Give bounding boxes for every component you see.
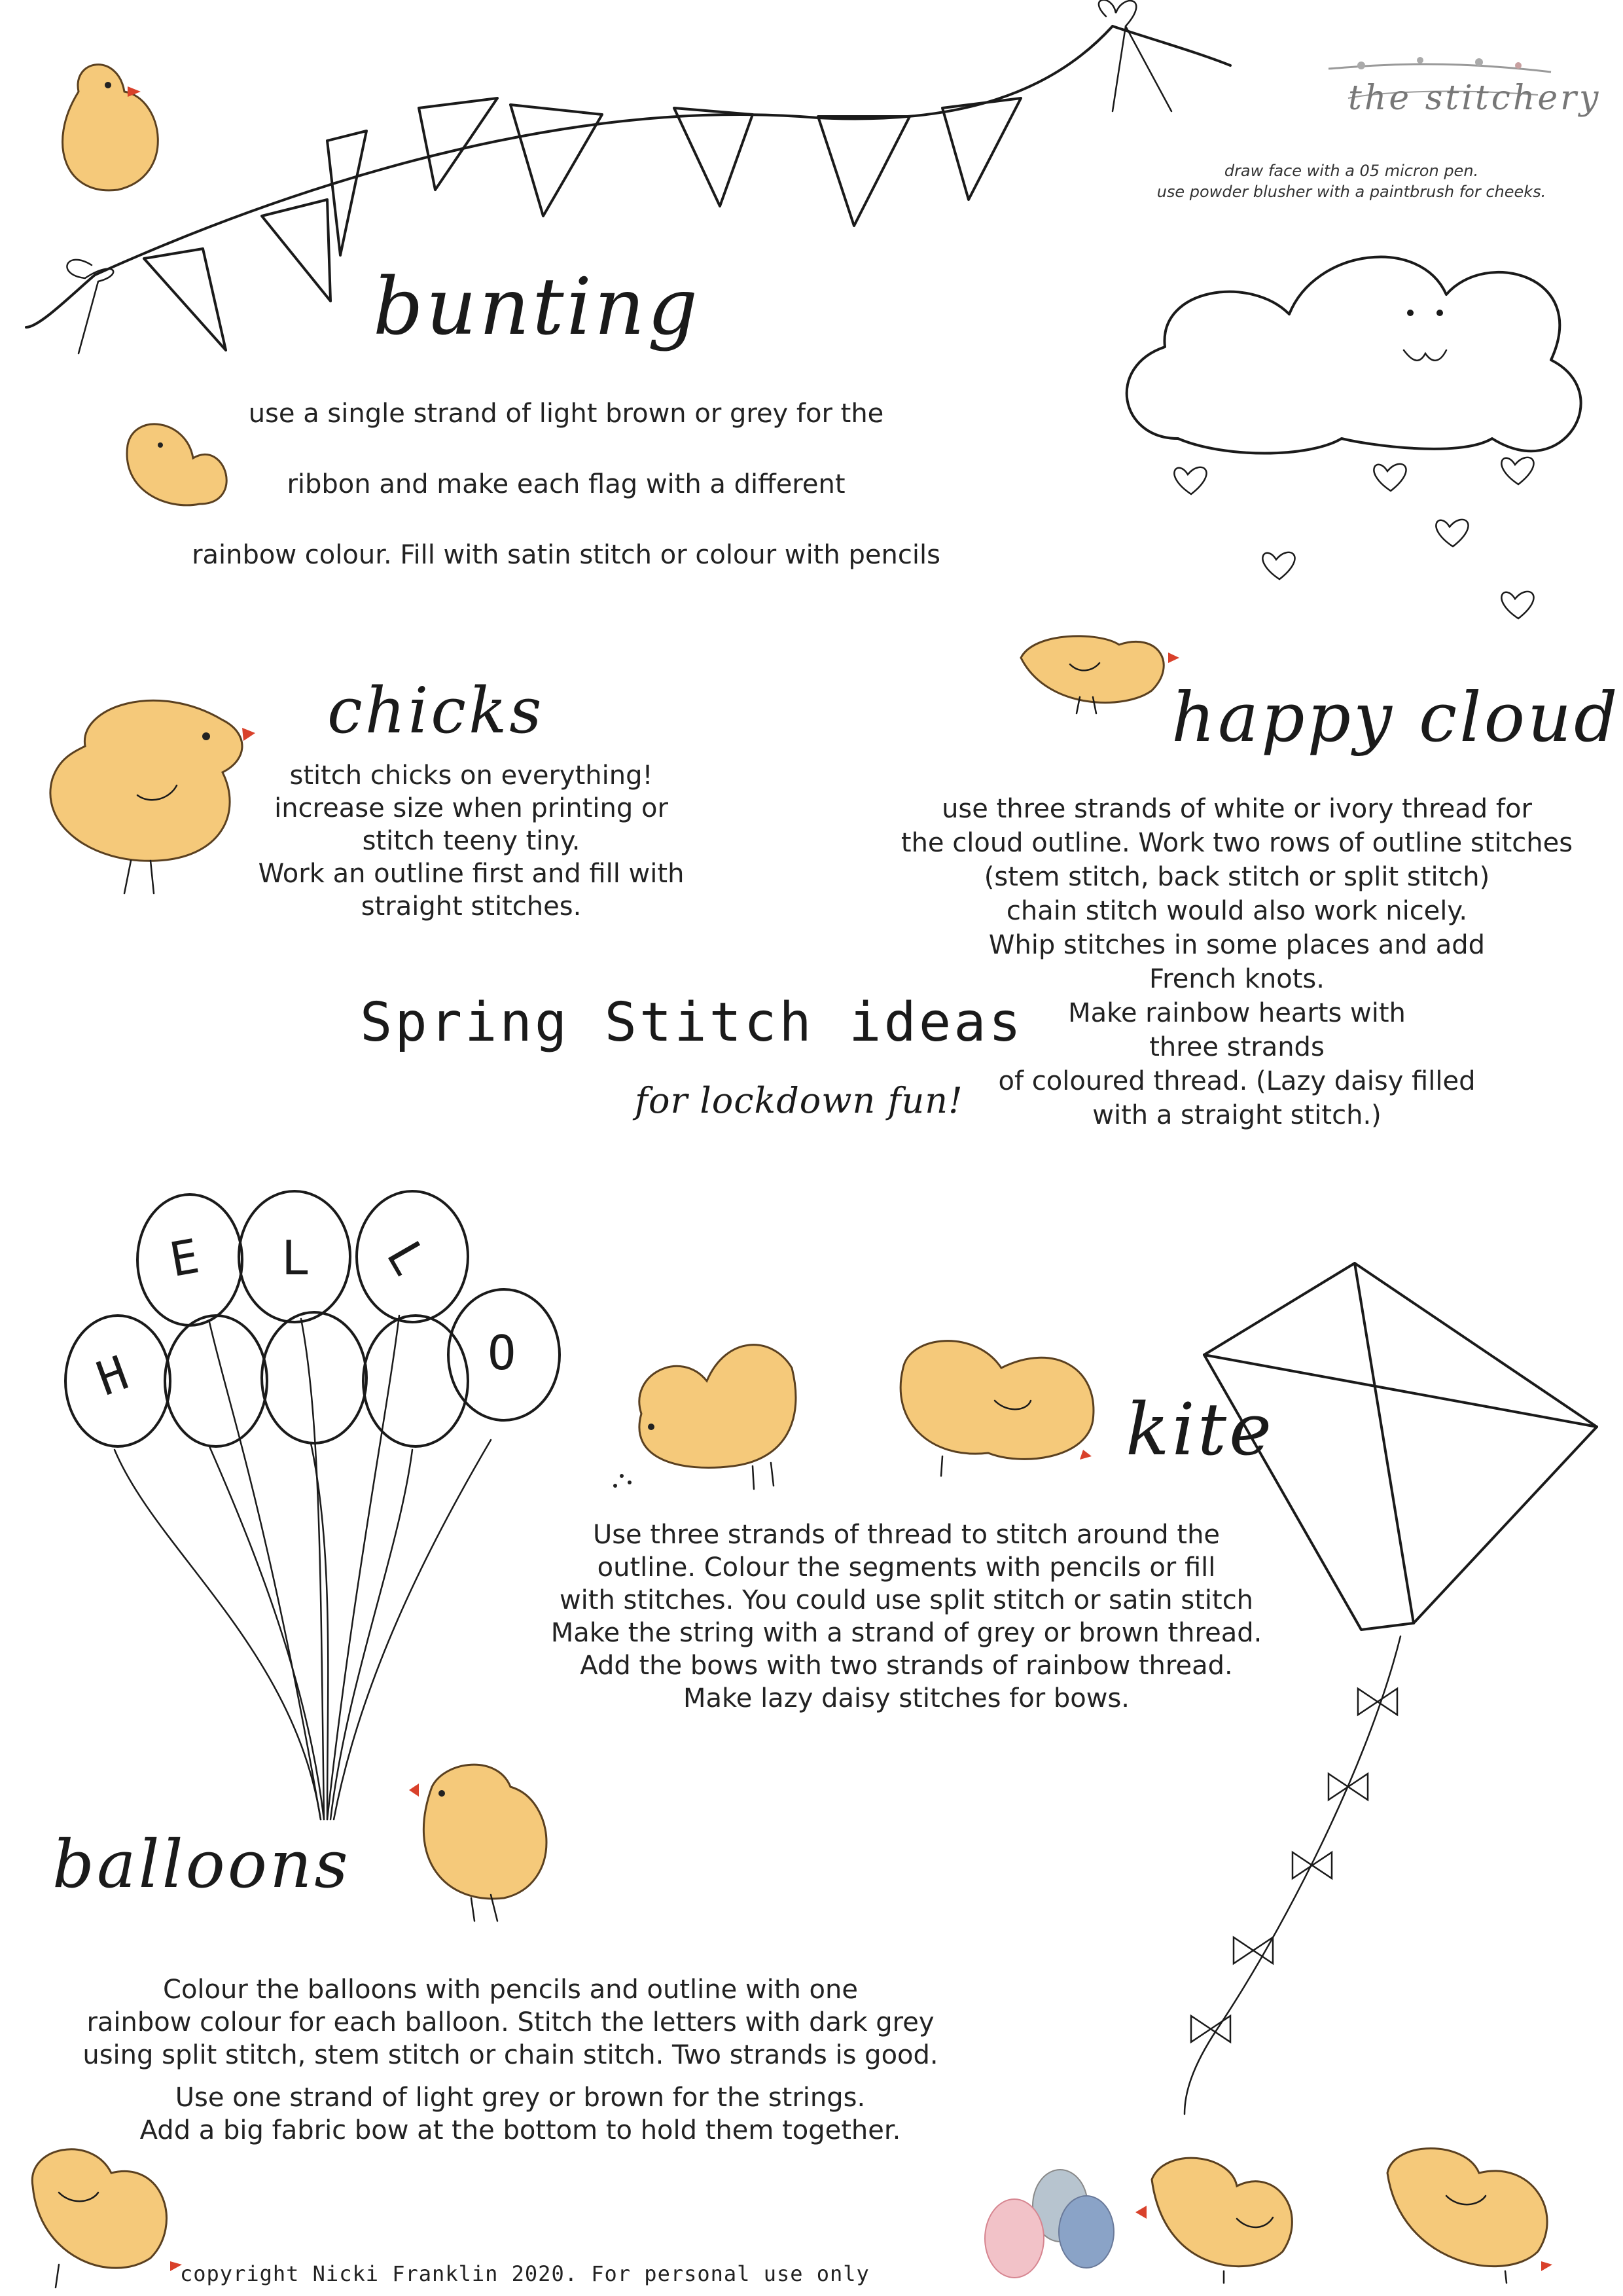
heart-icon — [1436, 520, 1468, 547]
happy-cloud-heading: happy cloud — [1171, 677, 1620, 757]
easter-eggs-illustration — [949, 2160, 1119, 2291]
chick-illustration — [13, 2134, 183, 2291]
heart-icon — [1374, 464, 1406, 491]
kite-heading: kite — [1126, 1388, 1275, 1471]
chick-illustration — [33, 46, 190, 203]
balloon — [165, 1316, 267, 1446]
happy-cloud-illustration — [1080, 223, 1623, 681]
chick-illustration — [1126, 2140, 1309, 2284]
bow-icon — [1329, 1774, 1368, 1800]
logo-text: the stitchery — [1348, 79, 1601, 118]
bunting-heading: bunting — [373, 262, 701, 353]
bunting-instructions: use a single strand of light brown or grey for the ribbon and make each flag with a different rainbow colour. Fill with satin stitch or colour with pencils — [192, 399, 940, 570]
copyright-text: copyright Nicki Franklin 2020. For personal use only — [180, 2261, 870, 2286]
chick-illustration — [393, 1761, 550, 1931]
balloon-letter-l1: L — [281, 1230, 310, 1285]
chick-illustration — [26, 668, 262, 890]
page-subtitle: for lockdown fun! — [635, 1080, 963, 1121]
heart-icon — [1262, 552, 1294, 579]
chick-illustration — [1374, 2134, 1571, 2284]
chick-illustration — [602, 1322, 812, 1492]
bow-icon — [1234, 1937, 1273, 1964]
kite-illustration — [1152, 1244, 1577, 2225]
chick-illustration — [890, 1329, 1126, 1492]
chicks-heading: chicks — [327, 674, 544, 747]
heart-icon — [1174, 467, 1206, 494]
balloon-letter-l2: L — [376, 1232, 438, 1284]
balloon-letter-h: H — [89, 1345, 135, 1407]
balloons-heading: balloons — [52, 1826, 351, 1903]
heart-icon — [1501, 592, 1533, 619]
balloons-strings-instructions: Use one strand of light grey or brown for the strings. Add a big fabric bow at the bottom to hold them together. — [139, 2083, 901, 2145]
balloon-letter-o: O — [488, 1325, 516, 1380]
cloud-note-line-2: use powder blusher with a paintbrush for cheeks. — [1156, 183, 1546, 201]
balloons-instructions: Colour the balloons with pencils and outline with one rainbow colour for each balloon. Stitch the letters with dark grey using split stitch, stem stitch or chain stitch. Two strands is good. — [82, 1975, 938, 2070]
cloud-note-line-1: draw face with a 05 micron pen. — [1224, 162, 1479, 180]
kite-instructions: Use three strands of thread to stitch around the outline. Colour the segments with pencils or fill with stitches. You could use split stitch or satin stitch Make the string with a strand of grey or brown thread. Add the bows with two strands of rainbow thread. Make lazy daisy stitches for bows. — [550, 1520, 1262, 1713]
happy-cloud-instructions: use three strands of white or ivory thread for the cloud outline. Work two rows of outline stitches (stem stitch, back stitch or split stitch) chain stitch would also work nicely. Whip stitches in some places and add French knots. Make rainbow hearts with three strands of coloured thread. (Lazy daisy filled with a straight stitch.) — [901, 794, 1573, 1130]
heart-icon — [1501, 457, 1533, 484]
balloon-letter-e: E — [166, 1228, 204, 1288]
chicks-instructions: stitch chicks on everything! increase size when printing or stitch teeny tiny. Work an outline first and fill with straight stitches. — [258, 761, 685, 922]
chick-illustration — [1008, 619, 1178, 717]
page-title: Spring Stitch ideas — [360, 992, 1024, 1054]
cloud-note — [1113, 160, 1590, 202]
bow-icon — [1293, 1852, 1332, 1878]
